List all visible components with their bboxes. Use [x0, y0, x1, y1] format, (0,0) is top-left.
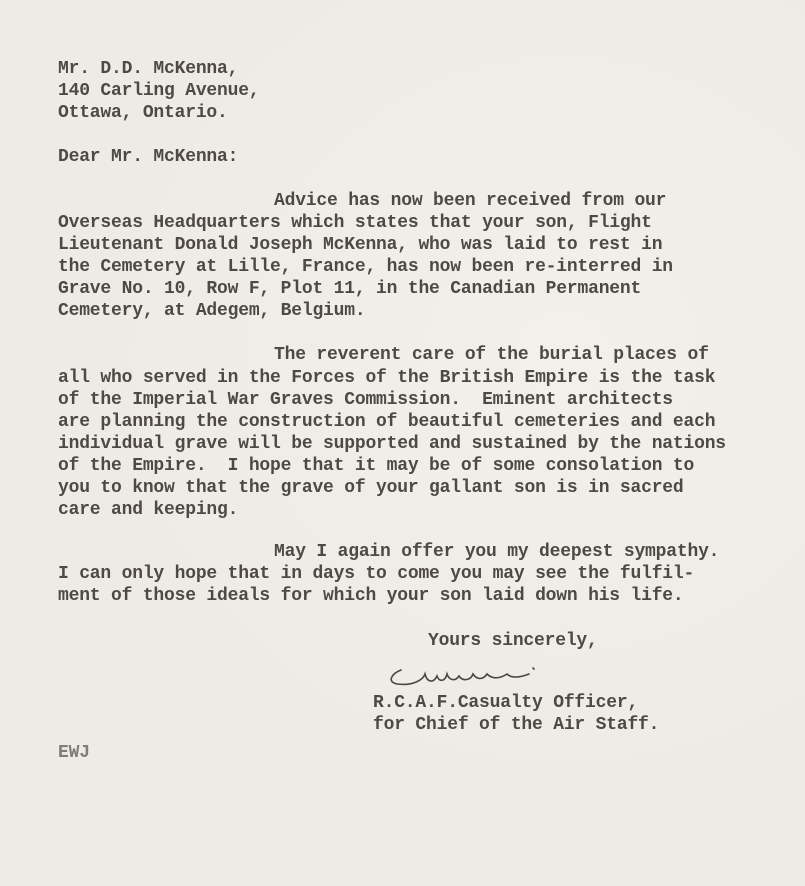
address-line-city: Ottawa, Ontario. [58, 103, 228, 123]
text-line: of the Empire. I hope that it may be of some consolation to [58, 456, 695, 476]
signature-title: R.C.A.F.Casualty Officer, [373, 693, 639, 713]
text-line: care and keeping. [58, 500, 239, 520]
text-line: ment of those ideals for which your son laid down his life. [58, 586, 684, 606]
text-line: Overseas Headquarters which states that your son, Flight [58, 213, 652, 233]
text-line: Grave No. 10, Row F, Plot 11, in the Canadian Permanent [58, 279, 642, 299]
salutation: Dear Mr. McKenna: [58, 147, 239, 167]
signature-subtitle: for Chief of the Air Staff. [373, 715, 660, 735]
text-line: the Cemetery at Lille, France, has now been re-interred in [58, 257, 673, 277]
text-line: are planning the construction of beautiful cemeteries and each [58, 412, 716, 432]
text-line: you to know that the grave of your gallant son is in sacred [58, 478, 684, 498]
address-line-name: Mr. D.D. McKenna, [58, 59, 239, 79]
text-line: of the Imperial War Graves Commission. Eminent architects [58, 390, 673, 410]
text-line: all who served in the Forces of the British Empire is the task [58, 368, 716, 388]
address-line-street: 140 Carling Avenue, [58, 81, 260, 101]
text-line: The reverent care of the burial places of [274, 345, 709, 365]
closing: Yours sincerely, [428, 631, 598, 651]
text-line: I can only hope that in days to come you may see the fulfil- [58, 564, 695, 584]
text-line: Lieutenant Donald Joseph McKenna, who was laid to rest in [58, 235, 663, 255]
text-line: May I again offer you my deepest sympathy. [274, 542, 720, 562]
text-line: Cemetery, at Adegem, Belgium. [58, 301, 366, 321]
typist-initials: EWJ [58, 743, 90, 763]
text-line: individual grave will be supported and sustained by the nations [58, 434, 726, 454]
handwritten-signature [383, 660, 553, 692]
text-line: Advice has now been received from our [274, 191, 667, 211]
